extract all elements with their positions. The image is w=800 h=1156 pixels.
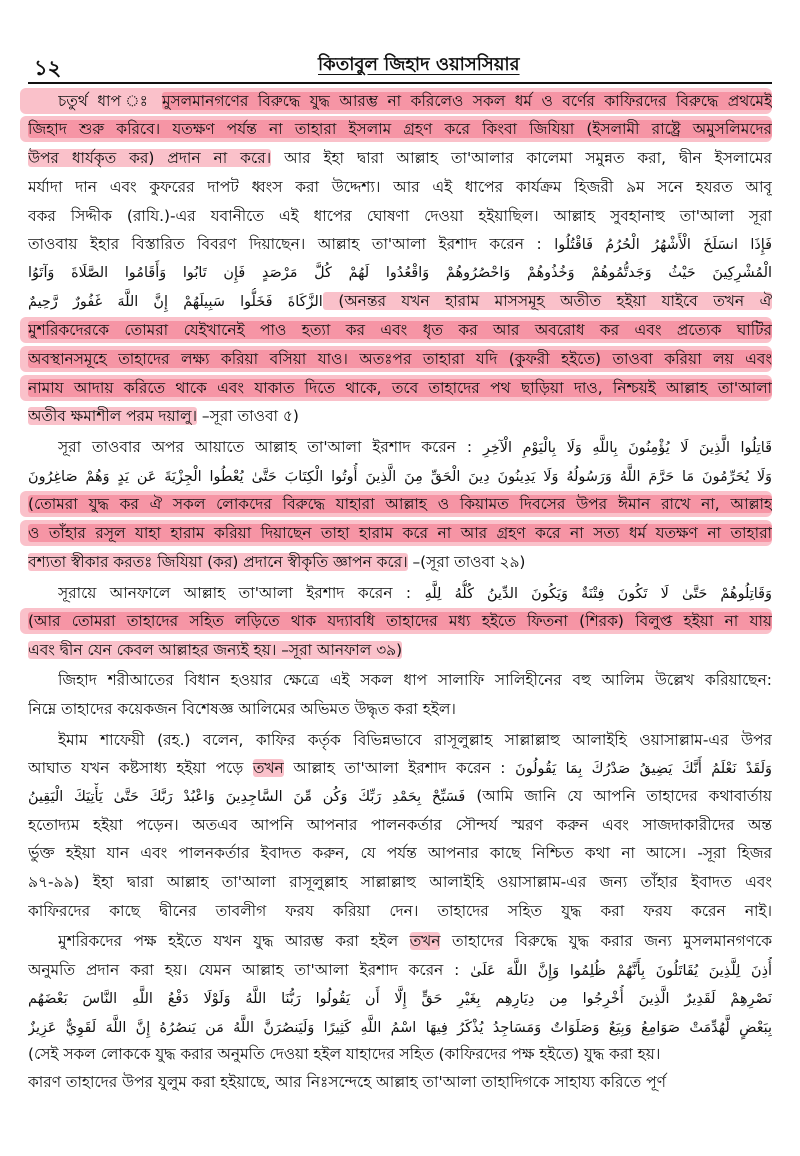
text-line bbox=[28, 1041, 772, 1067]
text-line bbox=[28, 608, 772, 634]
text-line bbox=[28, 696, 772, 722]
text-line bbox=[28, 317, 772, 343]
text-run: তাহাদের বিরুদ্ধে যুদ্ধ করার জন্য মুসলমানগণকে bbox=[440, 932, 772, 950]
highlighted-text: নামায আদায় করিতে থাকে এবং যাকাত দিতে থাকে, তবে তাহাদের পথ ছাড়িয়া দাও, নিশ্চয়ই আল্লাহ তা'আলা bbox=[28, 379, 772, 397]
arabic-verse: وَلَا يُحَرِّمُونَ مَا حَرَّمَ اللَّهُ وَرَسُولُهُ وَلَا يَدِينُونَ دِينَ الْحَقِّ مِنَ الَّذِينَ أُوتُوا الْكِتَابَ حَتَّىٰ يُعْطُوا الْجِزْيَةَ عَن يَدٍ وَهُمْ صَاغِرُونَ bbox=[28, 469, 772, 485]
arabic-verse: وَلَقَدْ نَعْلَمُ أَنَّكَ يَضِيقُ صَدْرُكَ بِمَا يَقُولُونَ bbox=[515, 761, 772, 777]
highlighted-text: বশ্যতা স্বীকার করতঃ জিযিয়া (কর) প্রদানে স্বীকৃতি জ্ঞাপন করে। bbox=[28, 553, 408, 571]
highlighted-text: মুশরিকদেরকে তোমরা যেইখানেই পাও হত্যা কর এবং ধৃত কর আর অবরোধ কর এবং প্রত্যেক ঘাটির bbox=[28, 321, 772, 339]
text-run: সূরায়ে আনফালে আল্লাহ তা'আলা ইরশাদ করেন : bbox=[58, 584, 425, 602]
highlighted-text: উপর ধার্যকৃত কর) প্রদান না করে। bbox=[28, 149, 272, 167]
highlighted-text: তখন bbox=[252, 759, 284, 777]
highlighted-text: এবং দ্বীন যেন কেবল আল্লাহর জন্যই হয়। –সূরা আনফাল ৩৯) bbox=[28, 641, 403, 659]
text-line bbox=[58, 434, 772, 460]
text-line bbox=[28, 463, 772, 489]
text-run: কাফিরদের কাছে দ্বীনের তাবলীগ ফরয করিয়া দেন। তাহাদের সহিত যুদ্ধ করা ফরয করেন নাই। bbox=[28, 902, 772, 920]
text-line bbox=[58, 88, 772, 114]
text-line bbox=[28, 783, 772, 809]
running-title: কিতাবুল জিহাদ ওয়াসসিয়ার bbox=[318, 54, 520, 75]
text-line bbox=[28, 346, 772, 372]
arabic-verse: فَإِذَا انسَلَخَ الْأَشْهُرُ الْحُرُمُ فَاقْتُلُوا bbox=[554, 237, 772, 253]
arabic-verse: قَاتِلُوا الَّذِينَ لَا يُؤْمِنُونَ بِاللَّهِ وَلَا بِالْيَوْمِ الْآخِرِ bbox=[482, 440, 772, 456]
highlighted-text: (আর তোমরা তাহাদের সহিত লড়িতে থাক যদ্যাবধি তাহাদের মধ্য হইতে ফিতনা (শিরক) বিলুপ্ত হইয়া না যায় bbox=[28, 612, 772, 630]
text-run: (সেই সকল লোককে যুদ্ধ করার অনুমতি দেওয়া হইল যাহাদের সহিত (কাফিরদের পক্ষ হইতে) যুদ্ধ করা হয়। bbox=[28, 1045, 661, 1063]
text-run: মুশরিকদের পক্ষ হইতে যখন যুদ্ধ আরম্ভ করা হইল bbox=[58, 932, 410, 950]
text-line bbox=[28, 869, 772, 895]
arabic-verse: بِبَعْضٍ لَّهُدِّمَتْ صَوَامِعُ وَبِيَعٌ وَصَلَوَاتٌ وَمَسَاجِدُ يُذْكَرُ فِيهَا اسْمُ اللَّهِ كَثِيرًا وَلَيَنصُرَنَّ اللَّهُ مَن يَنصُرُهُ إِنَّ اللَّهَ لَقَوِيٌّ عَزِيزٌ bbox=[28, 1020, 772, 1036]
text-run: চতুর্থ ধাপ ঃ bbox=[58, 92, 162, 110]
text-run: জিহাদ শরীআতের বিধান হওয়ার ক্ষেত্রে এই সকল ধাপ সালাফি সালিহীনের বহু আলিম উল্লেখ করিয়াছেন: bbox=[58, 671, 772, 689]
text-line bbox=[58, 580, 772, 606]
text-line bbox=[28, 145, 772, 171]
text-run: তাওবায় ইহার বিস্তারিত বিবরণ দিয়াছেন। আল্লাহ তা'আলা ইরশাদ করেন : bbox=[28, 235, 555, 253]
text-line bbox=[28, 520, 772, 546]
highlighted-text: অতীব ক্ষমাশীল পরম দয়ালু। bbox=[28, 407, 198, 425]
page-header bbox=[28, 48, 772, 84]
text-line bbox=[28, 637, 772, 663]
text-line bbox=[28, 375, 772, 401]
text-run: আল্লাহ তা'আলা ইরশাদ করেন : bbox=[283, 759, 516, 777]
text-run: আঘাত যখন কষ্টসাধ্য হইয়া পড়ে bbox=[28, 759, 253, 777]
highlighted-text: ও তাঁহার রসূল যাহা হারাম করিয়া দিয়াছেন তাহা হারাম করে না আর গ্রহণ করে না সত্য ধর্ম যতক্ষণ না তাহারা bbox=[28, 524, 772, 542]
text-line bbox=[28, 840, 772, 866]
text-line bbox=[28, 1014, 772, 1040]
header-rule bbox=[28, 82, 772, 84]
highlighted-text: (তোমরা যুদ্ধ কর ঐ সকল লোকদের বিরুদ্ধে যাহারা আল্লাহ ও কিয়ামত দিবসের উপর ঈমান রাখে না, আল্লাহ bbox=[28, 495, 772, 513]
text-line bbox=[28, 116, 772, 142]
text-line bbox=[28, 549, 772, 575]
text-run: মর্যাদা দান এবং কুফরের দাপট ধ্বংস করা উদ্দেশ্য। আর এই ধাপের কার্যক্রম হিজরী ৯ম সনে হযরত আবূ bbox=[28, 178, 772, 196]
text-run: সূরা তাওবার অপর আয়াতে আল্লাহ তা'আলা ইরশাদ করেন : bbox=[58, 438, 483, 456]
page-number: ১২ bbox=[34, 56, 62, 80]
text-line bbox=[28, 812, 772, 838]
text-line bbox=[28, 957, 772, 983]
text-line bbox=[28, 231, 772, 257]
text-line bbox=[28, 755, 772, 781]
highlighted-text: জিহাদ শুরু করিবে। যতক্ষণ পর্যন্ত না তাহারা ইসলাম গ্রহণ করে কিংবা জিযিয়া (ইসলামী রাষ্ট্রে অমুসলিমদের bbox=[28, 120, 772, 138]
text-run: –(সূরা তাওবা ২৯) bbox=[407, 553, 526, 571]
text-run: আর ইহা দ্বারা আল্লাহ তা'আলার কালেমা সমুন্নত করা, দ্বীন ইসলামের bbox=[271, 149, 772, 167]
text-line bbox=[28, 1069, 772, 1095]
text-run: নিম্নে তাহাদের কয়েকজন বিশেষজ্ঞ আলিমের অভিমত উদ্ধৃত করা হইল। bbox=[28, 700, 456, 718]
arabic-verse: أُذِنَ لِلَّذِينَ يُقَاتَلُونَ بِأَنَّهُمْ ظُلِمُوا وَإِنَّ اللَّهَ عَلَىٰ bbox=[470, 963, 772, 979]
text-line bbox=[28, 174, 772, 200]
text-run: (আমি জানি যে আপনি তাহাদের কথাবার্তায় bbox=[465, 787, 772, 805]
arabic-verse: نَصْرِهِمْ لَقَدِيرٌ الَّذِينَ أُخْرِجُوا مِن دِيَارِهِم بِغَيْرِ حَقٍّ إِلَّا أَن يَقُولُوا رَبُّنَا اللَّهُ وَلَوْلَا دَفْعُ اللَّهِ النَّاسَ بَعْضَهُم bbox=[28, 991, 772, 1007]
text-line bbox=[28, 288, 772, 314]
text-line bbox=[28, 985, 772, 1011]
highlighted-text: মুসলমানগণের বিরুদ্ধে যুদ্ধ আরম্ভ না করিলেও সকল ধর্ম ও বর্ণের কাফিরদের বিরুদ্ধে প্রথমেই bbox=[161, 92, 772, 110]
arabic-verse: فَسَبِّحْ بِحَمْدِ رَبِّكَ وَكُن مِّنَ السَّاجِدِينَ وَاعْبُدْ رَبَّكَ حَتَّىٰ يَأْتِيَكَ الْيَقِينُ bbox=[28, 789, 466, 805]
text-line bbox=[28, 898, 772, 924]
text-run: অনুমতি প্রদান করা হয়। যেমন আল্লাহ তা'আলা ইরশাদ করেন : bbox=[28, 961, 471, 979]
text-line bbox=[28, 403, 772, 429]
arabic-verse: وَقَاتِلُوهُمْ حَتَّىٰ لَا تَكُونَ فِتْنَةٌ وَيَكُونَ الدِّينُ كُلُّهُ لِلَّهِ bbox=[424, 586, 772, 602]
arabic-verse: الْمُشْرِكِينَ حَيْثُ وَجَدتُّمُوهُمْ وَخُذُوهُمْ وَاحْصُرُوهُمْ وَاقْعُدُوا لَهُمْ كُلَّ مَرْصَدٍ فَإِن تَابُوا وَأَقَامُوا الصَّلَاةَ وَآتَوُا bbox=[28, 265, 772, 281]
text-run: হতোদ্যম হইয়া পড়েন। অতএব আপনি আপনার পালনকর্তার সৌন্দর্য স্মরণ করুন এবং সাজদাকারীদের অন্ত bbox=[28, 816, 772, 834]
text-run: ইমাম শাফেয়ী (রহ.) বলেন, কাফির কর্তৃক বিভিন্নভাবে রাসূলুল্লাহ সাল্লাল্লাহু আলাইহি ওয়াসাল্লাম-এর উপর bbox=[58, 731, 772, 749]
text-run: বকর সিদ্দীক (রাযি.)-এর যবানীতে এই ধাপের ঘোষণা দেওয়া হইয়াছিল। আল্লাহ সুবহানাহু তা'আলা সূরা bbox=[28, 207, 772, 225]
text-run: ৯৭-৯৯) ইহা দ্বারা আল্লাহ তা'আলা রাসূলুল্লাহ সাল্লাল্লাহু আলাইহি ওয়াসাল্লাম-এর জন্য তাঁহার ইবাদত এবং bbox=[28, 873, 772, 891]
arabic-verse: الزَّكَاةَ فَخَلُّوا سَبِيلَهُمْ إِنَّ اللَّهَ غَفُورٌ رَّحِيمٌ bbox=[28, 294, 323, 310]
text-run: কারণ তাহাদের উপর যুলুম করা হইয়াছে, আর নিঃসন্দেহে আল্লাহ তা'আলা তাহাদিগকে সাহায্য করিতে পূর্ণ bbox=[28, 1073, 666, 1091]
text-run: র্ভুক্ত হইয়া যান এবং পালনকর্তার ইবাদত করুন, যে পর্যন্ত আপনার কাছে নিশ্চিত কথা না আসে। -সূরা হিজর bbox=[28, 844, 772, 862]
text-run: –সূরা তাওবা ৫) bbox=[197, 407, 299, 425]
highlighted-text: তখন bbox=[409, 932, 441, 950]
text-line bbox=[58, 928, 772, 954]
text-line bbox=[28, 203, 772, 229]
highlighted-text: অবস্থানসমূহে তাহাদের লক্ষ্য করিয়া বসিয়া যাও। অতঃপর তাহারা যদি (কুফরী হইতে) তাওবা করিয়া লয় এবং bbox=[28, 350, 772, 368]
text-line bbox=[28, 259, 772, 285]
highlighted-text: (অনন্তর যখন হারাম মাসসমূহ অতীত হইয়া যাইবে তখন ঐ bbox=[322, 292, 772, 310]
text-line bbox=[58, 667, 772, 693]
text-line bbox=[28, 491, 772, 517]
text-line bbox=[58, 727, 772, 753]
